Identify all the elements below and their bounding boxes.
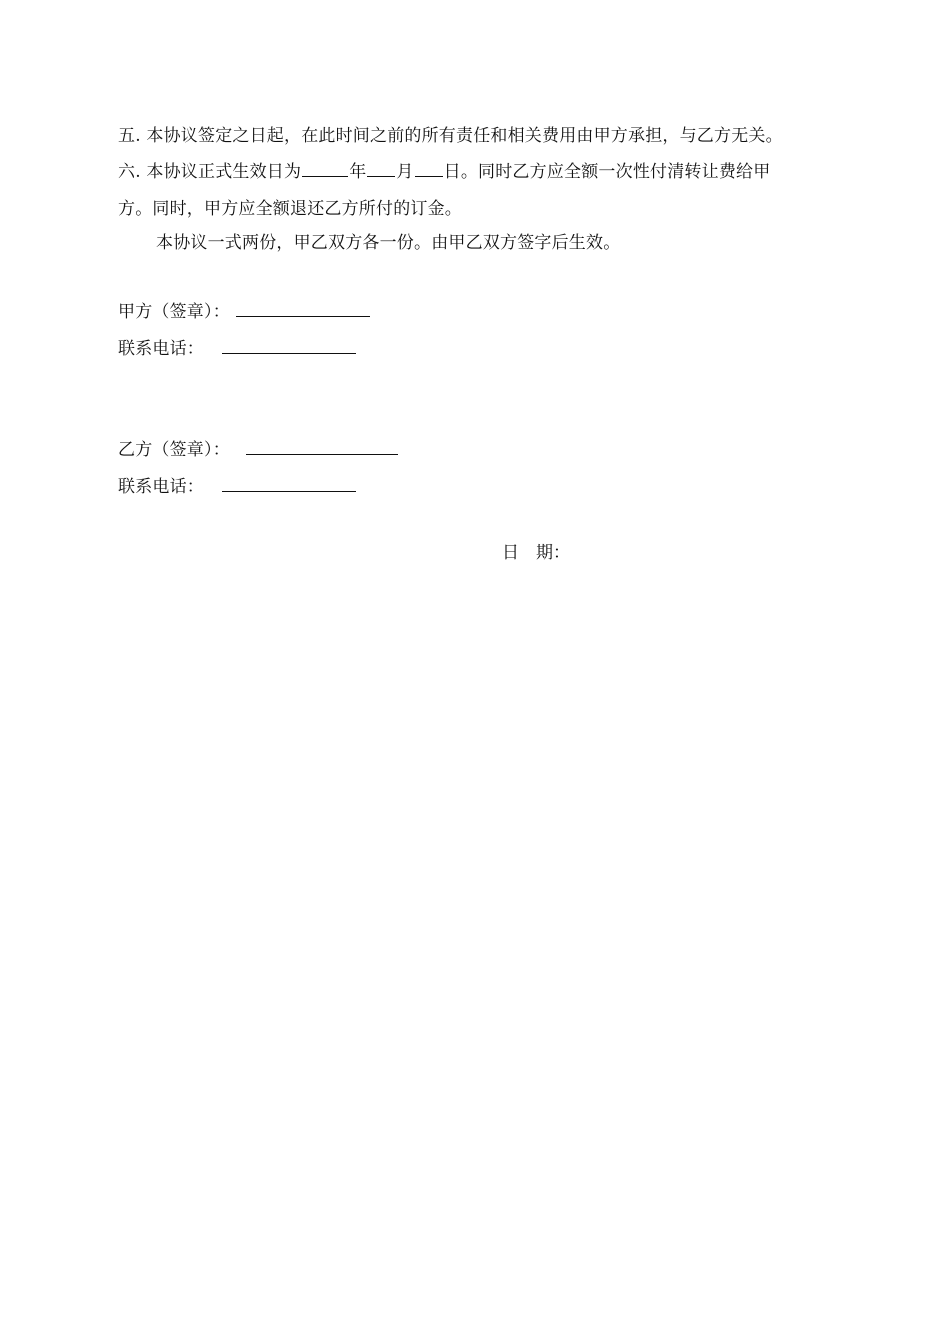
party-b-signature-line[interactable] [246,438,398,455]
party-a-phone-label: 联系电话： [118,339,204,359]
party-b-phone-label: 联系电话： [118,477,204,497]
party-a-label: 甲方（签章）： [118,302,230,322]
party-a-signature-line[interactable] [236,300,370,317]
year-label: 年 [349,162,367,182]
clause-6-rest: 日。同时乙方应全额一次性付清转让费给甲 [443,162,771,182]
copies-note: 本协议一式两份，甲乙双方各一份。由甲乙双方签字后生效。 [156,233,621,253]
year-blank[interactable] [302,160,348,177]
party-b-label: 乙方（签章）： [118,440,230,460]
party-a-signature [118,300,370,323]
party-a-phone [118,337,356,360]
clause-6 [118,160,770,183]
month-blank[interactable] [367,160,395,177]
date-label: 日 期： [502,543,570,563]
party-b-signature [118,438,398,461]
month-label: 月 [396,162,414,182]
day-blank[interactable] [415,160,443,177]
clause-6-continuation: 方。同时，甲方应全额退还乙方所付的订金。 [118,199,462,219]
clause-5: 五. 本协议签定之日起，在此时间之前的所有责任和相关费用由甲方承担，与乙方无关。 [118,126,783,146]
clause-6-prefix: 六. 本协议正式生效日为 [118,162,302,182]
party-b-phone-line[interactable] [222,475,356,492]
party-b-phone [118,475,356,498]
party-a-phone-line[interactable] [222,337,356,354]
